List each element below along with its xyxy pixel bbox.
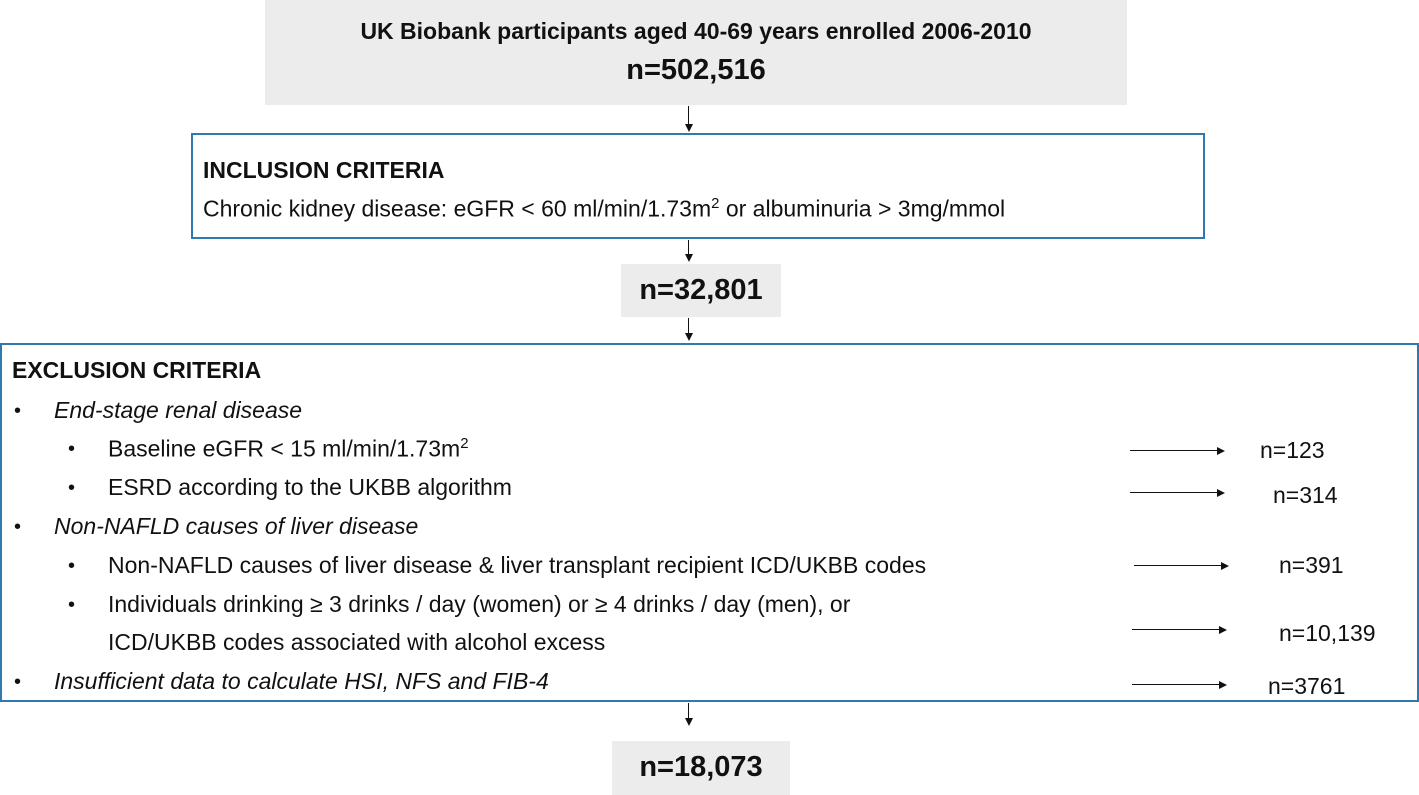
inclusion-criteria-box (191, 133, 1205, 239)
arrow-right-icon (1217, 489, 1225, 497)
alcohol-excluded-count: n=10,139 (1279, 620, 1376, 646)
ckd-count: n=32,801 (639, 274, 763, 306)
bullet-icon: • (14, 516, 22, 538)
arrow-line (1132, 629, 1220, 630)
alcohol-criterion-line1: Individuals drinking ≥ 3 drinks / day (women) or ≥ 4 drinks / day (men), or (108, 591, 851, 617)
exclusion-criteria-heading: EXCLUSION CRITERIA (12, 357, 262, 383)
esrd-category-label: End-stage renal disease (54, 397, 303, 423)
insufficient-data-label: Insufficient data to calculate HSI, NFS and FIB-4 (54, 668, 549, 694)
arrow-right-icon (1219, 626, 1227, 634)
enrolled-participants-count: n=502,516 (626, 54, 766, 86)
bullet-icon: • (68, 438, 76, 460)
arrow-line (1132, 684, 1220, 685)
esrd-ukbb-excluded-count: n=314 (1273, 482, 1338, 508)
arrow-line (1130, 450, 1218, 451)
bullet-icon: • (68, 594, 76, 616)
insufficient-data-excluded-count: n=3761 (1268, 673, 1346, 699)
final-cohort-box (612, 741, 790, 795)
arrow-down-icon (685, 333, 693, 341)
liver-codes-criterion: Non-NAFLD causes of liver disease & liver transplant recipient ICD/UKBB codes (108, 552, 927, 578)
bullet-icon: • (14, 400, 22, 422)
bullet-icon: • (68, 477, 76, 499)
connector-line-3 (688, 318, 689, 334)
esrd-ukbb-criterion: ESRD according to the UKBB algorithm (108, 474, 512, 500)
bullet-icon: • (68, 555, 76, 577)
final-cohort-count: n=18,073 (639, 751, 763, 783)
inclusion-text-rest: or albuminuria > 3mg/mmol (719, 195, 1006, 222)
esrd-egfr-excluded-count: n=123 (1260, 437, 1325, 463)
esrd-egfr-criterion (108, 435, 469, 463)
bullet-icon: • (14, 671, 22, 693)
alcohol-criterion-line2: ICD/UKBB codes associated with alcohol excess (108, 629, 606, 655)
arrow-line (1134, 565, 1222, 566)
inclusion-text-main: Chronic kidney disease: eGFR < 60 ml/min/1.73m (203, 195, 712, 222)
esrd-egfr-superscript: 2 (460, 435, 469, 452)
inclusion-criteria-text (203, 195, 1005, 223)
arrow-down-icon (685, 124, 693, 132)
arrow-right-icon (1217, 447, 1225, 455)
arrow-down-icon (685, 718, 693, 726)
arrow-right-icon (1221, 562, 1229, 570)
liver-category-label: Non-NAFLD causes of liver disease (54, 513, 419, 539)
enrolled-participants-title: UK Biobank participants aged 40-69 years enrolled 2006-2010 (360, 18, 1032, 44)
arrow-line (1130, 492, 1218, 493)
arrow-down-icon (685, 254, 693, 262)
liver-codes-excluded-count: n=391 (1279, 552, 1344, 578)
inclusion-text-superscript: 2 (711, 195, 720, 212)
esrd-egfr-text: Baseline eGFR < 15 ml/min/1.73m (108, 435, 461, 462)
connector-line-4 (688, 703, 689, 719)
connector-line-1 (688, 106, 689, 125)
connector-line-2 (688, 240, 689, 255)
inclusion-criteria-heading: INCLUSION CRITERIA (203, 157, 445, 183)
ckd-count-box (621, 264, 781, 317)
arrow-right-icon (1219, 681, 1227, 689)
exclusion-criteria-box (0, 343, 1419, 702)
enrolled-participants-box (265, 0, 1127, 105)
